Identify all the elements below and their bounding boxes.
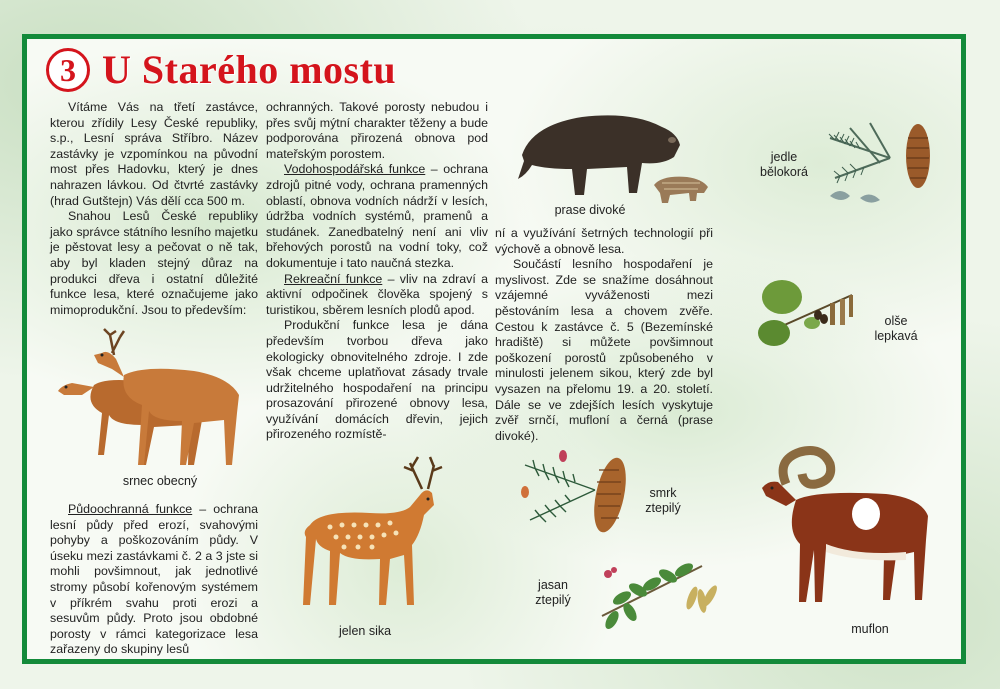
stop-number-badge: 3 [46, 48, 90, 92]
wild-boar-illustration [512, 105, 712, 205]
column-2 [266, 100, 488, 443]
paragraph-functions: Snahou Lesů České republiky jako správce státního lesního majetku je pěstovat lesy a pečovat o ně tak, aby byl kladen stejný důraz na produkci dřeva i ostatní důležité funkce lesa, které označujeme jako mimoprodukční. Jsou to především: [50, 209, 258, 317]
sika-deer-illustration [300, 455, 450, 615]
paragraph-production: Produkční funkce lesa je dána především tvorbou dřeva jako ekologicky obnovitelného zdroje. I zde však chceme uplatňovat zásady trvale udržitelného hospodaření na principu prosazování přirozené obnovy lesa, využívání domácích dřevin, jejich přirozeného rozmístě- [266, 318, 488, 442]
water-text: – ochrana zdrojů pitné vody, ochrana pramenných oblastí, obnova vodních nádrží v lesích, údržba vodních systémů, pramenů a studánek. Zanedbatelný není ani vliv břehových porostů na vodní toky, což dokumentuje i tato naučná stezka. [266, 162, 488, 270]
column-3 [495, 226, 713, 444]
paragraph-technology: ní a využívání šetrných technologií při výchově a obnově lesa. [495, 226, 713, 256]
column-1-bottom [50, 502, 258, 658]
term-water: Vodohospodářská funkce [284, 162, 426, 177]
spruce-branch-illustration [515, 450, 635, 535]
label-sika-deer: jelen sika [338, 624, 392, 638]
recreation-text: – vliv na zdraví a aktivní odpočinek člověka spojený s turistikou, sběrem lesních plodů apod. [266, 271, 488, 317]
ash-branch-illustration [592, 546, 722, 631]
term-soil-protection: Půdoochranná funkce [68, 502, 193, 516]
paragraph-protective: ochranných. Takové porosty nebudou i přes svůj mýtní charakter těženy a bude podporována přirozená obnova pod mateřským porostem. [266, 100, 488, 161]
column-1-top [50, 100, 258, 318]
label-mouflon: muflon [851, 622, 889, 636]
soil-text: – ochrana lesní půdy před erozí, svahovými pohyby a poškozováním půdy. V úseku mezi zastávkami č. 2 a 3 jste si mohli povšimnout, jak jednotlivé stromy působí kořenovým systémem v příkrém svahu proti erozi a sesuvům půdy. Proto jsou obdobné porosty v rámci kategorizace lesa zařazeny do skupiny lesů [50, 502, 258, 657]
label-ash: jasan ztepilý [535, 578, 571, 607]
paragraph-soil [50, 502, 258, 658]
label-spruce: smrk ztepilý [645, 486, 681, 515]
label-wild-boar: prase divoké [554, 203, 626, 217]
paragraph-recreation [266, 272, 488, 319]
term-recreation: Rekreační funkce [284, 271, 383, 286]
label-alder: olše lepkavá [874, 314, 918, 343]
roe-deer-illustration [54, 325, 254, 475]
paragraph-water [266, 162, 488, 271]
paragraph-intro: Vítáme Vás na třetí zastávce, kterou zřídily Lesy České republiky, s.p., Lesní správa Stříbro. Název zastávky je vzpomínkou na původní most přes Hadovku, který je dnes nahrazen lávkou. Od čtvrté zastávky (hrad Gutštejn) Vás dělí cca 500 m. [50, 100, 258, 208]
mouflon-illustration [756, 440, 941, 610]
fir-branch-illustration [820, 118, 940, 208]
paragraph-hunting: Součástí lesního hospodaření je myslivost. Zde se snažíme dosáhnout vzájemné vyváženosti mezi pěstováním lesa a chovem zvěře. Cestou k zastávce č. 5 (Bezemínské hradiště) si můžete povšimnout poškození porostů způsobeného v minulosti jelenem sikou, který zde byl vysazen na přelomu 19. a 20. století. Dále se ve zdejších lesích vyskytuje zvěř srnčí, mufloní a černá (prase divoké). [495, 257, 713, 443]
title [46, 46, 396, 93]
alder-branch-illustration [752, 275, 872, 355]
label-roe-deer: srnec obecný [122, 474, 198, 488]
label-fir: jedle bělokorá [760, 150, 808, 179]
page-title: U Starého mostu [102, 47, 397, 92]
